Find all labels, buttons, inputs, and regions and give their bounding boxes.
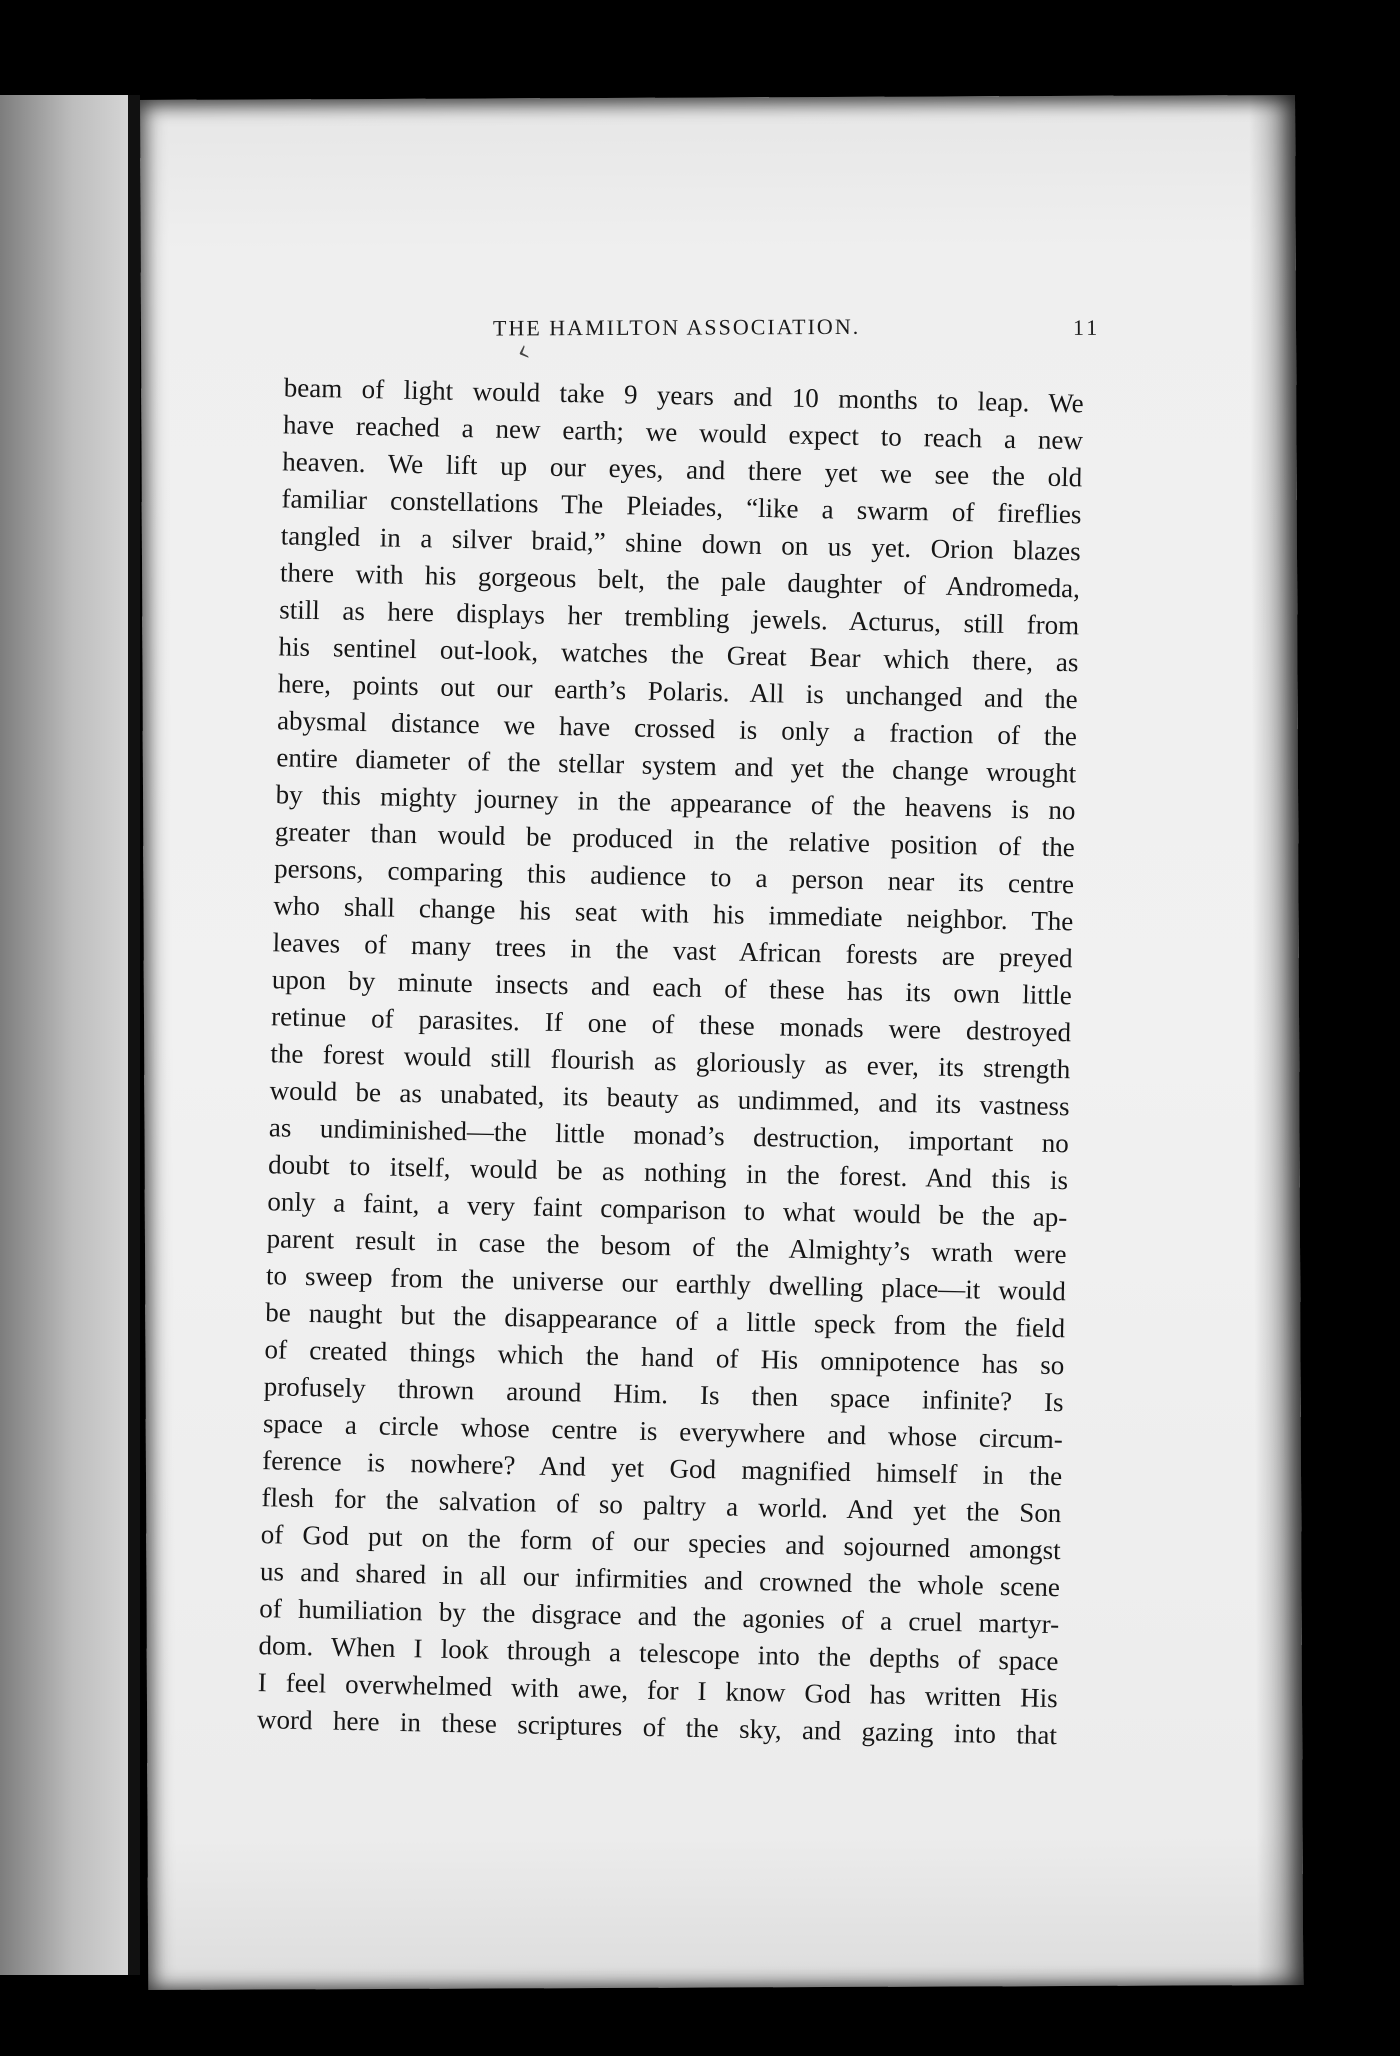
facing-page-edge (0, 95, 132, 1975)
text-line: doubt to itself, would be as nothing in the forest. And this is (267, 1149, 1069, 1196)
text-line: there with his gorgeous belt, the pale daughter of Andromeda, (279, 557, 1081, 604)
running-header-title: THE HAMILTON ASSOCIATION. (492, 313, 861, 341)
text-line: here, points out our earth’s Polaris. All is unchanged and the (277, 668, 1079, 715)
text-line: beam of light would take 9 years and 10 months to leap. We (283, 372, 1084, 419)
text-line: his sentinel out-look, watches the Great Bear which there, as (278, 631, 1079, 678)
text-line: would be as unabated, its beauty as undimmed, and its vastness (269, 1075, 1070, 1122)
text-line: only a faint, a very faint comparison to what would be the ap- (267, 1186, 1068, 1233)
binding-gutter (128, 95, 140, 1975)
text-line: have reached a new earth; we would expect to reach a new (282, 409, 1084, 456)
pencil-mark: ‹ (511, 333, 535, 371)
text-line: I feel overwhelmed with awe, for I know God has written His (257, 1667, 1058, 1714)
text-line: be naught but the disappearance of a little speck from the field (264, 1297, 1066, 1344)
text-line: heaven. We lift up our eyes, and there yet we see the old (282, 446, 1083, 493)
text-line: dom. When I look through a telescope into the depths of space (258, 1630, 1059, 1677)
text-line: abysmal distance we have crossed is only a fraction of the (276, 705, 1078, 752)
text-line: parent result in case the besom of the Almighty’s wrath were (266, 1223, 1067, 1270)
text-line: familiar constellations The Pleiades, “like a swarm of fireflies (281, 483, 1082, 530)
text-line: the forest would still flourish as gloriously as ever, its strength (270, 1038, 1071, 1085)
text-line: persons, comparing this audience to a person near its centre (273, 853, 1075, 900)
page-edge-shadow (1249, 95, 1303, 1985)
body-text (257, 369, 1084, 1754)
text-line: greater than would be produced in the relative position of the (274, 816, 1076, 863)
running-header (141, 312, 1296, 357)
text-line: of humiliation by the disgrace and the agonies of a cruel martyr- (259, 1593, 1060, 1640)
text-line: ference is nowhere? And yet God magnified himself in the (261, 1445, 1063, 1492)
book-page (140, 95, 1303, 1990)
text-line: who shall change his seat with his immediate neighbor. The (273, 890, 1074, 937)
text-line: still as here displays her trembling jewels. Acturus, still from (279, 594, 1080, 641)
text-line: upon by minute insects and each of these has its own little (271, 964, 1073, 1011)
page-number: 11 (1072, 314, 1101, 340)
text-line: of created things which the hand of His omnipotence has so (264, 1334, 1065, 1381)
text-line: flesh for the salvation of so paltry a world. And yet the Son (261, 1482, 1062, 1529)
text-line: by this mighty journey in the appearance of the heavens is no (275, 779, 1076, 826)
text-line: word here in these scriptures of the sky, and gazing into that (256, 1704, 1058, 1751)
text-line: us and shared in all our infirmities and crowned the whole scene (259, 1556, 1061, 1603)
text-line: of God put on the form of our species and sojourned amongst (260, 1519, 1061, 1566)
text-line: leaves of many trees in the vast African forests are preyed (272, 927, 1073, 974)
text-line: entire diameter of the stellar system and yet the change wrought (276, 742, 1077, 789)
text-line: space a circle whose centre is everywhere and whose circum- (262, 1408, 1064, 1455)
text-line: profusely thrown around Him. Is then space infinite? Is (263, 1371, 1064, 1418)
text-line: as undiminished—the little monad’s destruction, important no (268, 1112, 1070, 1159)
text-line: tangled in a silver braid,” shine down on us yet. Orion blazes (280, 520, 1081, 567)
text-line: retinue of parasites. If one of these monads were destroyed (270, 1001, 1072, 1048)
text-line: to sweep from the universe our earthly dwelling place—it would (265, 1260, 1067, 1307)
